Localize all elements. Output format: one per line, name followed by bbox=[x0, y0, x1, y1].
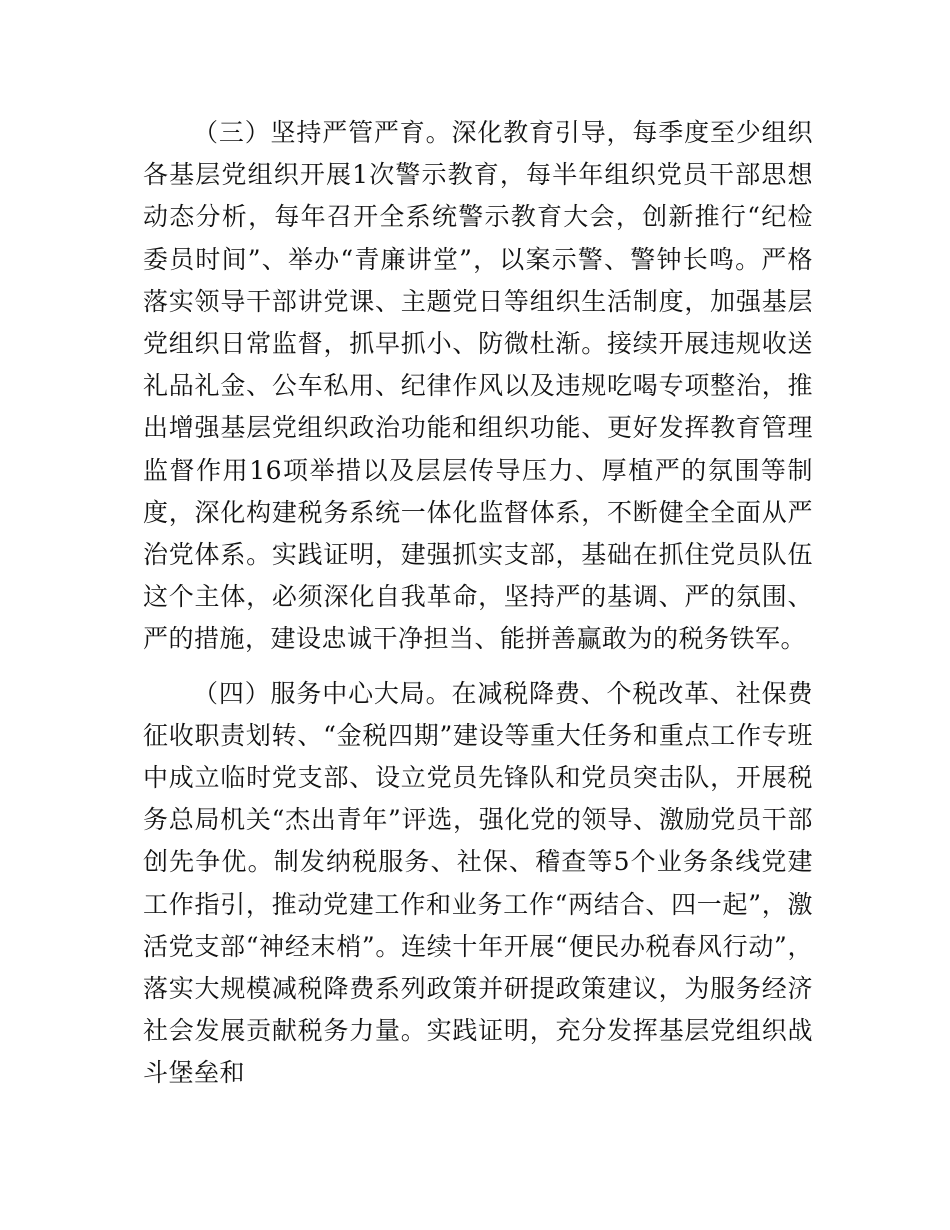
paragraph-serve-overall-situation: （四）服务中心大局。在减税降费、个税改革、社保费征收职责划转、“金税四期”建设等重大任务和重点工作专班中成立临时党支部、设立党员先锋队和党员突击队，开展税务总局机关“杰出青年”评选，强化党的领导、激励党员干部创先争优。制发纳税服务、社保、稽查等5个业务条线党建工作指引，推动党建工作和业务工作“两结合、四一起”，激活党支部“神经末梢”。连续十年开展“便民办税春风行动”，落实大规模减税降费系列政策并研提政策建议，为服务经济社会发展贡献税务力量。实践证明，充分发挥基层党组织战斗堡垒和 bbox=[143, 678, 813, 1088]
paragraph-strict-management: （三）坚持严管严育。深化教育引导，每季度至少组织各基层党组织开展1次警示教育，每半年组织党员干部思想动态分析，每年召开全系统警示教育大会，创新推行“纪检委员时间”、举办“青廉讲堂”，以案示警、警钟长鸣。严格落实领导干部讲党课、主题党日等组织生活制度，加强基层党组织日常监督，抓早抓小、防微杜渐。接续开展违规收送礼品礼金、公车私用、纪律作风以及违规吃喝专项整治，推出增强基层党组织政治功能和组织功能、更好发挥教育管理监督作用16项举措以及层层传导压力、厚植严的氛围等制度，深化构建税务系统一体化监督体系，不断健全全面从严治党体系。实践证明，建强抓实支部，基础在抓住党员队伍这个主体，必须深化自我革命，坚持严的基调、严的氛围、严的措施，建设忠诚干净担当、能拼善赢敢为的税务铁军。 bbox=[143, 118, 813, 654]
document-body bbox=[143, 112, 813, 1095]
